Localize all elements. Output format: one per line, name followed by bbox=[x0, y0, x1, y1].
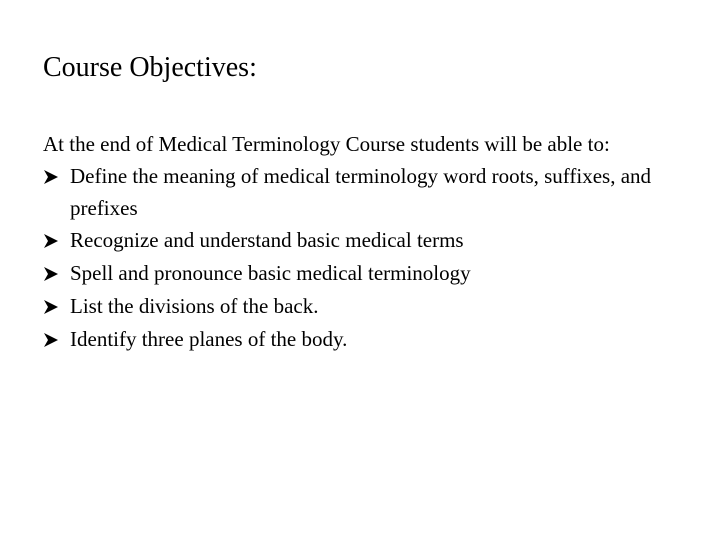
intro-text: At the end of Medical Terminology Course students will be able to: bbox=[43, 132, 610, 156]
arrow-bullet-icon bbox=[43, 266, 59, 282]
arrow-bullet-icon bbox=[43, 332, 59, 348]
arrow-bullet-icon bbox=[43, 233, 59, 249]
objective-text: List the divisions of the back. bbox=[70, 294, 319, 318]
list-item bbox=[43, 290, 683, 323]
arrow-bullet-icon bbox=[43, 299, 59, 315]
list-item bbox=[43, 257, 683, 290]
objective-text: Identify three planes of the body. bbox=[70, 327, 348, 351]
objective-text: Recognize and understand basic medical terms bbox=[70, 228, 464, 252]
slide-title: Course Objectives: bbox=[43, 52, 257, 83]
slide-body bbox=[43, 129, 683, 356]
list-item bbox=[43, 224, 683, 257]
arrow-bullet-icon bbox=[43, 169, 59, 185]
objective-text: Define the meaning of medical terminology word roots, suffixes, and prefixes bbox=[70, 164, 652, 220]
objective-text: Spell and pronounce basic medical terminology bbox=[70, 261, 471, 285]
objectives-list bbox=[43, 160, 683, 356]
list-item bbox=[43, 160, 683, 224]
list-item bbox=[43, 323, 683, 356]
